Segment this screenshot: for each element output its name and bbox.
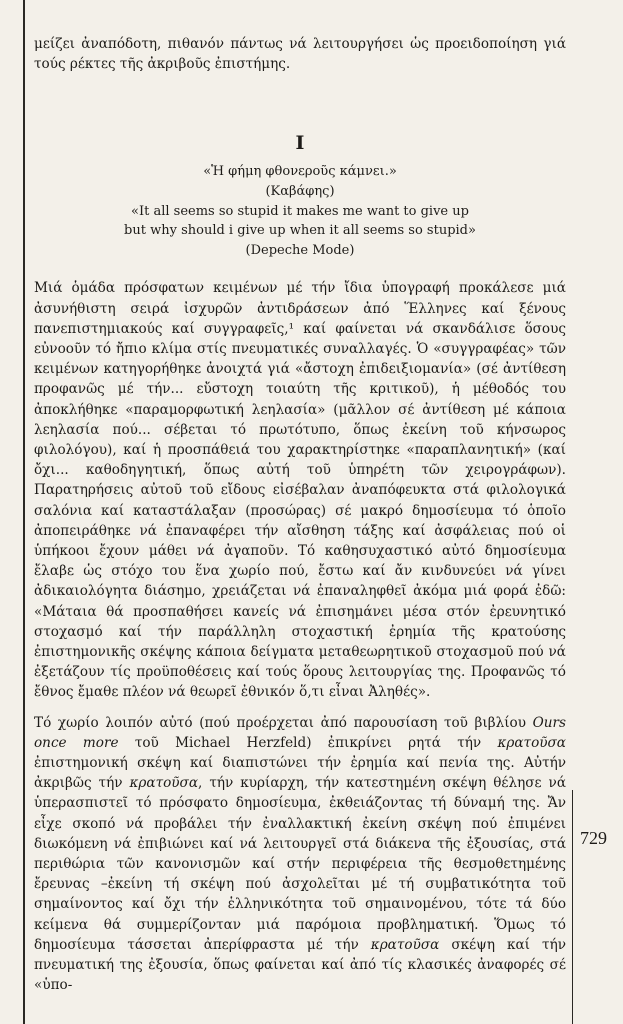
p2-text-5: σκέψη καί τήν πνευματική της ἐξουσία, ὅπως φαίνεται καί ἀπό τίς κλασικές ἀναφορές σέ «ὑπο-: [34, 936, 566, 994]
left-margin-rule: [23, 0, 25, 1024]
page-number: 729: [580, 828, 607, 848]
epigraph-quote-english-1: «It all seems so stupid it makes me want to give up: [131, 203, 469, 219]
document-page: [34, 34, 566, 995]
emphasis-word: κρατοῦσα: [370, 936, 440, 953]
body-paragraph-1: Μιά ὁμάδα πρόσφατων κειμένων μέ τήν ἴδια ὑπογραφή προκάλεσε μιά ἀσυνήθιστη σειρά ἰσχυρῶν ἀντιδράσεων ἀπό Ἕλληνες καί ξένους πανεπιστημιακούς καί συγγραφεῖς,¹ καί φαίνεται νά σκανδάλισε ὅσους εὐνοοῦν τό ἤπιο κλίμα στίς πνευματικές συναλλαγές. Ὁ «συγγραφέας» τῶν κειμένων κατηγορήθηκε ἀνοιχτά γιά «ἄστοχη ἐπιδειξιομανία» (σέ ἀντίθεση προφανῶς μέ τήν... εὔστοχη τοιαύτη τῆς κριτικοῦ), ἡ μέθοδός του ἀποκλήθηκε «παραμορφωτική λεηλασία» (μᾶλλον σέ ἀντίθεση μέ κάποια λεηλασία πού... σέβεται τό πρωτότυπο, ὅπως ἐκείνη τοῦ κήνσωρος φιλολόγου), καί ἡ προσπάθειά του χαρακτηρίστηκε «παραπλανητική» (καί ὄχι... καθοδηγητική, ὅπως αὐτή τοῦ ὑπηρέτη τῶν χειρογράφων). Παρατηρήσεις αὐτοῦ τοῦ εἴδους εἰσέβαλαν ἀναπόφευκτα στά φιλολογικά σαλόνια καί καταστάλαξαν (προσώρας) σέ μακρό δημοσίευμα τό ὁποῖο ἀποπειράθηκε νά ἐπαναφέρει τήν αἴσθηση τάξης καί ἀσφάλειας πού οἱ ὑπήκοοι ἔχουν μάθει νά ἀγαποῦν. Τό καθησυχαστικό αὐτό δημοσίευμα ἔλαβε ὡς στόχο του ἕνα χωρίο πού, ἔστω καί ἄν κινδυνεύει νά γίνει ἀδικαιολόγητα διάσημο, χρειάζεται νά ἐπαναληφθεῖ ἀκόμα μιά φορά ἐδῶ: «Μάταια θά προσπαθήσει κανείς νά ἐπισημάνει μέσα στόν ἐρευνητικό στοχασμό καί τήν παράλληλη στοχαστική ἐρημία τῆς κρατούσης ἐπιστημονικῆς σκέψης κάποια δείγματα μεταθεωρητικοῦ στοχασμοῦ πού νά ἐξετάζουν τίς προϋποθέσεις καί τούς ὅρους λειτουργίας της. Προφανῶς τό ἔθνος ἔμαθε πλέον νά θεωρεῖ ἐθνικόν ὅ,τι εἶναι Ἀληθές».: [34, 280, 566, 701]
epigraph-source-cavafy: (Καβάφης): [265, 184, 335, 199]
p2-text-3: ἐπιστημονική σκέψη καί διαπιστώνει τήν ἐρημία καί πενία της. Αὐτήν ἀκριβῶς τήν: [34, 755, 566, 792]
section-numeral: I: [295, 132, 305, 155]
body-paragraph-2: [34, 713, 566, 996]
p2-text-2: τοῦ Michael Herzfeld) ἐπικρίνει ρητά τήν: [118, 734, 498, 751]
epigraph-source-depeche-mode: (Depeche Mode): [245, 242, 355, 258]
emphasis-word: κρατοῦσα: [129, 775, 199, 792]
p2-text-4: , τήν κυρίαρχη, τήν κατεστημένη σκέψη θέλησε νά ὑπερασπιστεῖ τό πρόσφατο δημοσίευμα, ἐκθειάζοντας τή δύναμή της. Ἄν εἶχε σκοπό νά προβάλει τήν ἐναλλακτική ἐκείνη σκέψη πού ἐπιμένει διωκόμενη νά ἐπιβιώνει καί νά λειτουργεῖ στά διάκενα τῆς ἐξουσίας, στά περιθώρια τῶν κανονισμῶν καί στήν περιφέρεια τῆς θεσμοθετημένης ἔρευνας –ἐκείνη τή σκέψη πού ἀσχολεῖται μέ τή συμβατικότητα τοῦ σημαίνοντος καί ὄχι τήν ἑλληνικότητα τοῦ σημαινομένου, τότε τά δύο κείμενα θά συμμερίζονταν μιά παρόμοια προβληματική. Ὅμως τό δημοσίευμα τάσσεται ἀπερίφραστα μέ τήν: [34, 775, 567, 953]
page-number-rule: [572, 790, 573, 1024]
emphasis-word: κρατοῦσα: [497, 734, 566, 751]
book-title: Ours once more: [34, 714, 566, 751]
epigraph-quote-english-2: but why should i give up when it all seems so stupid»: [124, 223, 476, 239]
p2-text-1: Τό χωρίο λοιπόν αὐτό (πού προέρχεται ἀπό παρουσίαση τοῦ βιβλίου: [34, 714, 533, 731]
epigraph-quote-greek: «Ἡ φήμη φθονεροῦς κάμνει.»: [203, 164, 397, 180]
epigraph: [34, 162, 566, 260]
intro-paragraph: μείζει ἀναπόδοτη, πιθανόν πάντως νά λειτουργήσει ὡς προειδοποίηση γιά τούς ρέκτες τῆς ἀκριβοῦς ἐπιστήμης.: [34, 36, 566, 73]
